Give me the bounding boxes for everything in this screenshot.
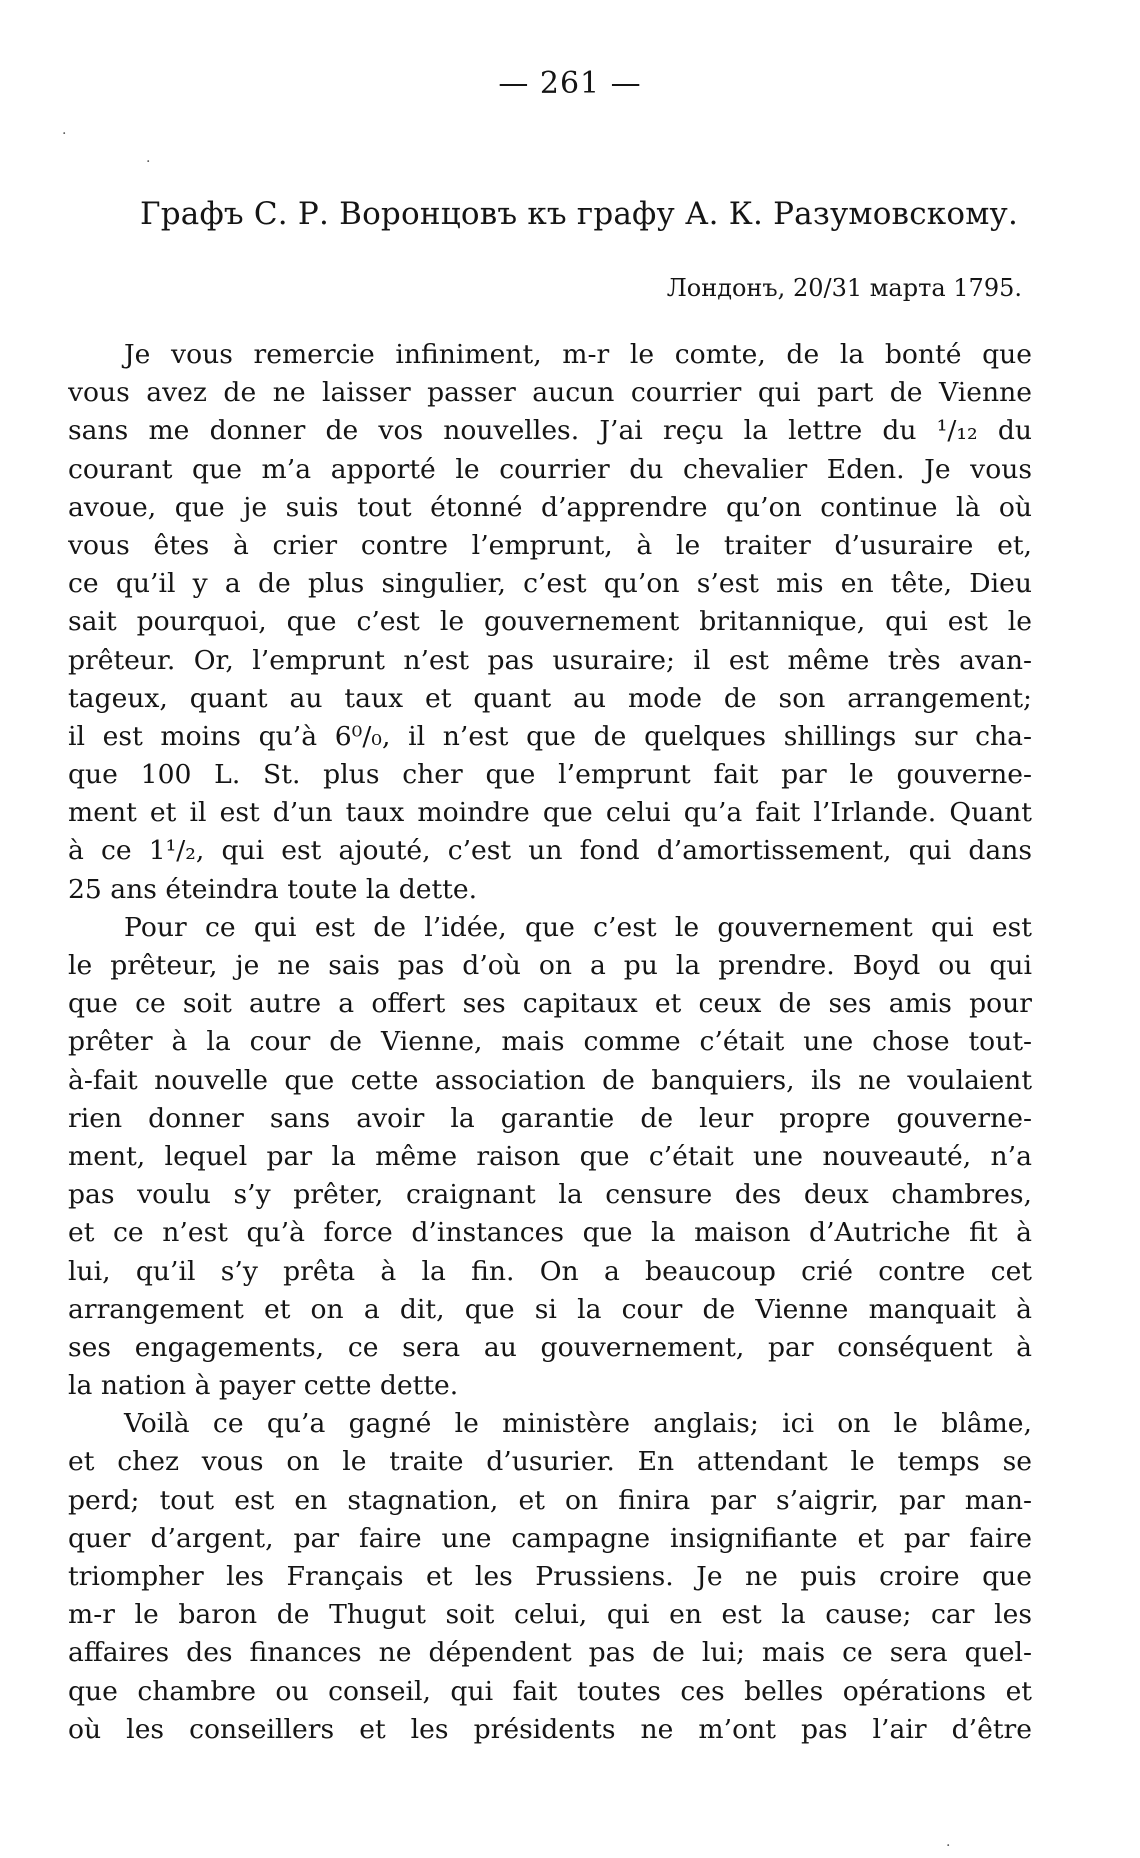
paragraph bbox=[68, 909, 1032, 1405]
paragraph bbox=[68, 336, 1032, 909]
text-line: Pour ce qui est de l’idée, que c’est le gouvernement qui est bbox=[124, 911, 1032, 943]
text-line: ment, lequel par la même raison que c’était une nouveauté, n’a bbox=[68, 1140, 1032, 1172]
scan-speck: · bbox=[62, 126, 67, 142]
text-line: et ce n’est qu’à force d’instances que la maison d’Autriche fit à bbox=[68, 1217, 1032, 1249]
text-line: lui, qu’il s’y prêta à la fin. On a beaucoup crié contre cet bbox=[68, 1255, 1032, 1287]
text-line: tageux, quant au taux et quant au mode de son arrangement; bbox=[68, 682, 1032, 714]
letter-body bbox=[68, 336, 1032, 1749]
page-number: — 261 — bbox=[498, 66, 642, 101]
text-line: avoue, que je suis tout étonné d’apprendre qu’on continue là où bbox=[68, 491, 1032, 523]
text-line: affaires des finances ne dépendent pas de lui; mais ce sera quel- bbox=[68, 1637, 1032, 1669]
text-line: prêteur. Or, l’emprunt n’est pas usuraire; il est même très avan- bbox=[68, 644, 1032, 676]
text-line: sait pourquoi, que c’est le gouvernement britannique, qui est le bbox=[68, 606, 1032, 638]
text-line: Voilà ce qu’a gagné le ministère anglais; ici on le blâme, bbox=[124, 1408, 1032, 1440]
text-line: ment et il est d’un taux moindre que celui qu’a fait l’Irlande. Quant bbox=[68, 797, 1032, 829]
text-line: que chambre ou conseil, qui fait toutes ces belles opérations et bbox=[68, 1675, 1032, 1707]
letter-heading: Графъ С. Р. Воронцовъ къ графу А. К. Разумовскому. bbox=[140, 196, 1019, 232]
text-line: sans me donner de vos nouvelles. J’ai reçu la lettre du ¹/₁₂ du bbox=[68, 415, 1032, 447]
text-line: ses engagements, ce sera au gouvernement, par conséquent à bbox=[68, 1331, 1032, 1363]
text-line: 25 ans éteindra toute la dette. bbox=[68, 873, 478, 905]
text-line: perd; tout est en stagnation, et on finira par s’aigrir, par man- bbox=[68, 1484, 1032, 1516]
text-line: vous avez de ne laisser passer aucun courrier qui part de Vienne bbox=[68, 377, 1032, 409]
text-line: le prêteur, je ne sais pas d’où on a pu la prendre. Boyd ou qui bbox=[68, 950, 1032, 981]
text-line: triompher les Français et les Prussiens. Je ne puis croire que bbox=[68, 1561, 1032, 1592]
text-line: que 100 L. St. plus cher que l’emprunt fait par le gouverne- bbox=[68, 759, 1032, 791]
text-line: courant que m’a apporté le courrier du chevalier Eden. Je vous bbox=[68, 453, 1032, 485]
text-line: quer d’argent, par faire une campagne insignifiante et par faire bbox=[68, 1522, 1032, 1554]
text-line: il est moins qu’à 6⁰/₀, il n’est que de quelques shillings sur cha- bbox=[68, 720, 1032, 752]
text-line: arrangement et on a dit, que si la cour de Vienne manquait à bbox=[68, 1293, 1032, 1325]
text-line: à ce 1¹/₂, qui est ajouté, c’est un fond d’amortissement, qui dans bbox=[68, 835, 1032, 867]
text-line: rien donner sans avoir la garantie de leur propre gouverne- bbox=[68, 1102, 1032, 1134]
text-line: la nation à payer cette dette. bbox=[68, 1370, 459, 1402]
text-line: ce qu’il y a de plus singulier, c’est qu’on s’est mis en tête, Dieu bbox=[68, 568, 1032, 600]
text-line: à-fait nouvelle que cette association de banquiers, ils ne voulaient bbox=[68, 1064, 1032, 1096]
text-line: où les conseillers et les présidents ne m’ont pas l’air d’être bbox=[68, 1713, 1032, 1745]
text-line: et chez vous on le traite d’usurier. En attendant le temps se bbox=[68, 1446, 1032, 1478]
paragraph bbox=[68, 1405, 1032, 1749]
scan-speck: · bbox=[146, 154, 151, 170]
text-line: que ce soit autre a offert ses capitaux et ceux de ses amis pour bbox=[68, 988, 1032, 1020]
text-line: pas voulu s’y prêter, craignant la censure des deux chambres, bbox=[68, 1179, 1032, 1211]
text-line: Je vous remercie infiniment, m-r le comte, de la bonté que bbox=[124, 339, 1032, 370]
letter-dateline: Лондонъ, 20/31 марта 1795. bbox=[666, 274, 1022, 302]
text-line: prêter à la cour de Vienne, mais comme c’était une chose tout- bbox=[68, 1026, 1032, 1058]
scan-speck: · bbox=[946, 1838, 951, 1854]
text-line: vous êtes à crier contre l’emprunt, à le traiter d’usuraire et, bbox=[68, 529, 1032, 561]
text-line: m-r le baron de Thugut soit celui, qui en est la cause; car les bbox=[68, 1599, 1032, 1631]
